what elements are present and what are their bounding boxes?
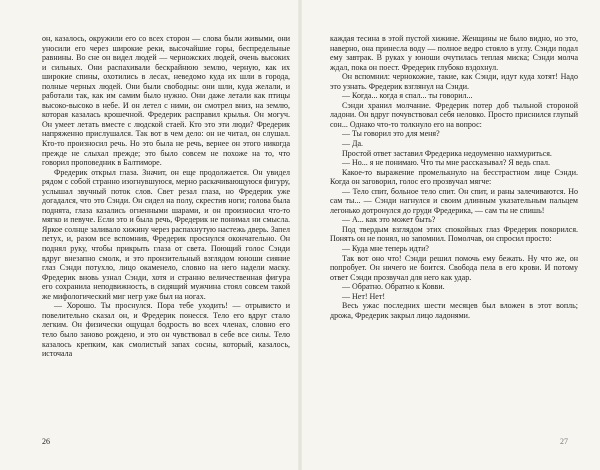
right-paragraph-14: Так вот оно что! Сэнди решил помочь ему бежать. Ну что же, он попробует. Он ничего не боится. Свобода пела в его крови. И потому ответ Сэнди прозвучал для него как удар. — [330, 253, 578, 282]
right-paragraph-3: — Когда... когда я спал... ты говорил... — [342, 91, 473, 101]
left-paragraph-3: — Хорошо. Ты проснулся. Пора тебе уходить! — отрывисто и повелительно сказал он, и Фредерик понесся. Тело его вдруг стало легким. Он физически ощущал бодрость во всех членах, словно его тело было заново рождено, и это он чувствовал в себе все силы. Тело казалось крепким, как смолистый запах сосны, который, казалось, источала — [42, 301, 290, 359]
right-paragraph-8: — Но... я не понимаю. Что ты мне рассказывал? Я ведь спал. — [342, 158, 551, 168]
right-paragraph-10: — Тело спит, больное тело спит. Он спит, и раны залечиваются. Но сам ты... — Сэнди нагнулся и своим длинным указательным пальцем легонько дотронулся до груди Фредерика, — сам ты не спишь! — [330, 186, 578, 215]
right-paragraph-1: каждая тесина в этой пустой хижине. Женщины не было видно, но это, наверно, она принесла воду — полное ведро стояло в углу. Сэнди подал ему завтрак. В руках у юноши очутилась теплая миска; Сэнди молча ждал, пока он поест. Фредерик глубоко вздохнул. — [330, 34, 578, 72]
right-paragraph-7: Простой ответ заставил Фредерика недоуменно нахмуриться. — [342, 148, 552, 158]
left-page-number: 26 — [42, 437, 50, 446]
right-paragraph-13: — Куда мне теперь идти? — [342, 244, 429, 254]
right-paragraph-15: — Обратно. Обратно к Ковви. — [342, 282, 445, 292]
book-gutter — [298, 0, 302, 470]
right-paragraph-4: Сэнди хранил молчание. Фредерик потер доб тыльной стороной ладони. Он вдруг почувствовал себя неловко. Просто приснился глупый сон... Однако что-то толкнуло его на вопрос: — [330, 100, 578, 129]
right-paragraph-16: — Нет! Нет! — [342, 291, 385, 301]
right-page-number: 27 — [560, 437, 568, 446]
right-paragraph-2: Он вспомнил: чернокожие, такие, как Сэнди, идут куда хотят! Надо это узнать. Фредерик взглянул на Сэнди. — [330, 72, 578, 91]
right-paragraph-11: — А... как это может быть? — [342, 215, 436, 225]
right-paragraph-12: Под твердым взглядом этих спокойных глаз Фредерик покорился. Понять он не понял, но запомнил. Помолчав, он спросил просто: — [330, 224, 578, 244]
left-paragraph-2: Фредерик открыл глаза. Значит, он еще продолжается. Он увидел рядом с собой странно изогнувшуюся, мерно раскачивающуюся фигуру, услышал звучный поток слов. Свет резал глаза, но Фредерик уже догадался, что это Сэнди. Он сидел на полу, скрестив ноги; голова была поднята, глаза казались огненными шарами, и он произносил что-то мягко и певуче. Если это и была речь, Фредерик не понимал ни смысла. Яркое солнце заливало хижину через распахнутую настежь дверь. Запел петух, и, разом все вспомнив, Фредерик проснулся окончательно. Он поднял руку, чтобы прикрыть глаза от света. Поющий голос Сэнди вдруг внезапно смолк, и это пронзительный взглядом юноши сияние глаз Сэнди потухло, лицо окаменело, словно на него надели маску. Фредерик вновь узнал Сэнди, хотя и странно величественная фигура его сохранила неподвижность, в сидящий мужчина стоял совсем такой же мифологический миг негр уже был на ногах. — [42, 167, 290, 301]
right-paragraph-9: Какое-то выражение промелькнуло на бесстрастном лице Сэнди. Когда он заговорил, голос его прозвучал мягче: — [330, 167, 578, 187]
right-paragraph-5: — Ты говорил это для меня? — [342, 129, 440, 139]
right-paragraph-6: — Да. — [342, 139, 364, 149]
right-paragraph-17: Весь ужас последних шести месяцев был вложен в этот вопль; дрожа, Фредерик закрыл лицо ладонями. — [330, 301, 578, 320]
left-page — [42, 34, 290, 418]
right-page — [330, 34, 578, 418]
left-paragraph-1: он, казалось, окружили его со всех сторон — слова были живыми, они уносили его через широкие реки, высочайшие горы, беспредельные равнины. Во сне он видел людей — черножских людей, очень высоких и сильных. Они распахивали бескрайнюю землю, черную, как их широкие спины, охотились в лесах, неведомо куда их шли в города, полные черных людей. Они были свободны: они шли, куда желали, и работали так, как им самим было нужно. Они даже летали как птицы высоко-высоко в небе. И он летел с ними, он смотрел вниз, на землю, которая казалась крошечной. Фредерик расправил крылья. Он могуч. Он умеет летать вместе с людской стаей. Кто это эти люди? Фредерик напряженно прислушался. Так вот в чем дело: он не читал, он слушал. Кто-то произносил речь. Но это была не речь, вернее он этого никогда прежде не слыхал прежде; это было совсем не похоже на то, что говорил проповедник в Балтиморе. — [42, 34, 290, 168]
